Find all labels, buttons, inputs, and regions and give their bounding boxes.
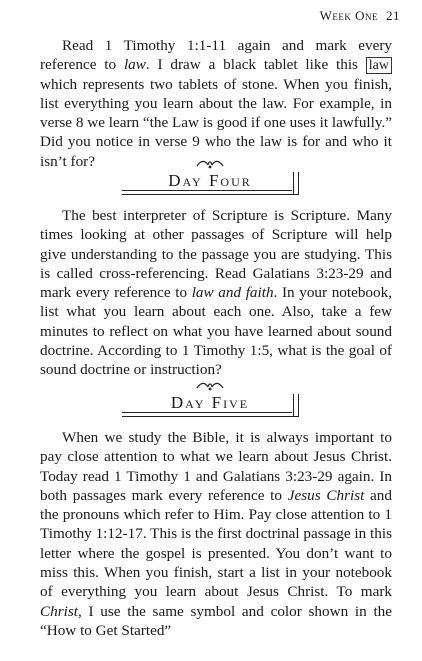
day-four-heading — [122, 172, 299, 195]
day-five-heading — [122, 394, 299, 417]
paragraph-cross-referencing: The best interpreter of Scripture is Scripture. Many times looking at other passages of Scripture will help give understanding to the passage you are studying. This is called cross-referencing. Read Galatians 3:23-29 and mark every reference to law and faith. In your notebook, list what you learn about each one. Also, take a few minutes to reflect on what you have learned about sound doctrine. According to 1 Timothy 1:5, what is the goal of sound doctrine or instruction? — [40, 207, 393, 379]
paragraph-law-marking: Read 1 Timothy 1:1-11 again and mark every reference to law. I draw a black tablet like this law which represents two tablets of stone. When you finish, list everything you learn about the law. For example, in verse 8 we learn “the Law is good if one uses it lawfully.” Did you notice in verse 9 who the law is for and who it isn’t for? — [40, 37, 393, 170]
law-tablet-symbol: law — [366, 57, 392, 74]
day-four-title: Day Four — [168, 171, 252, 190]
page-number: 21 — [386, 8, 400, 23]
running-head-label: Week One — [319, 8, 378, 23]
law-italic: law — [123, 56, 146, 74]
running-head — [320, 8, 400, 24]
flourish-ornament-icon — [195, 380, 225, 392]
flourish-ornament-icon — [195, 158, 225, 170]
day-five-title: Day Five — [170, 393, 250, 412]
paragraph-jesus-christ: When we study the Bible, it is always important to pay close attention to what we learn about Jesus Christ. Today read 1 Timothy 1 and Galatians 3:23-29 again. In both passages mark every reference to Jesus Christ and the pronouns which refer to Him. Pay close attention to 1 Timothy 1:12-17. This is the first doctrinal passage in this letter where the gospel is presented. You don’t want to miss this. When you finish, start a list in your notebook of everything you learn about Jesus Christ. To mark Christ, I use the same symbol and color shown in the “How to Get Started” — [40, 429, 392, 639]
